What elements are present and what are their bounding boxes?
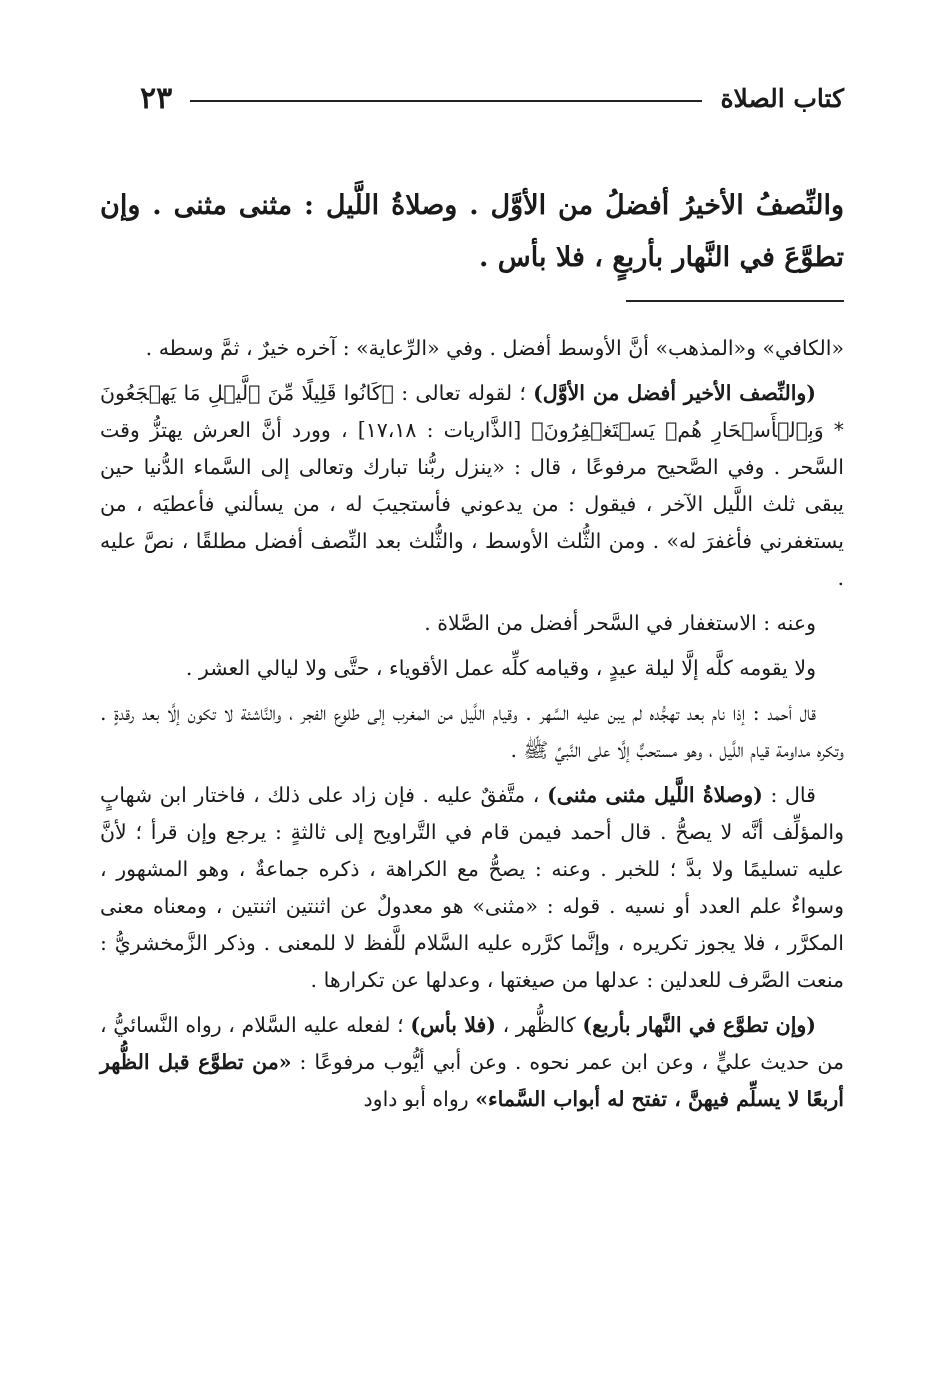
running-title: كتاب الصلاة [720, 83, 844, 113]
commentary-text: رواه أبو داود [363, 1087, 476, 1111]
commentary-text: قال : [762, 783, 816, 807]
commentary-paragraph-6 [100, 777, 844, 999]
commentary-paragraph-2 [100, 375, 844, 597]
commentary-paragraph-3: وعنه : الاستغفار في السَّحر أفضل من الصَّلاة . [424, 611, 816, 635]
matn-quote: (فلا بأس) [410, 1013, 496, 1037]
page-number: ٢٣ [140, 80, 173, 116]
matn-quote: (وصلاةُ اللَّيل مثنى مثنى) [547, 783, 763, 807]
matn-text: والنِّصفُ الأخيرُ أفضلُ من الأوَّل . وصلاةُ اللَّيل : مثنى مثنى . وإن تطوَّعَ في النَّهار بأربعٍ ، فلا بأس . [100, 190, 844, 273]
commentary-text: ؛ لقوله تعالى : [393, 381, 534, 405]
hadith-quote: «من تطوَّع قبل الظُّهر أربعًا لا يسلِّم فيهنَّ ، تفتح له أبواب السَّماء» [100, 1050, 844, 1111]
matn-quote: (والنِّصف الأخير أفضل من الأوَّل) [533, 381, 817, 405]
page-header [100, 70, 844, 126]
commentary-text: كالظُّهر ، [496, 1013, 583, 1037]
commentary-text: ؛ لفعله عليه السَّلام ، رواه النَّسائيُّ ، من حديث عليٍّ ، وعن ابن عمر نحوه . وعن أبي أيُّوب مرفوعًا : [100, 1013, 845, 1074]
commentary-paragraph-7 [100, 1007, 844, 1118]
commentary-text: ، متَّفقٌ عليه . فإن زاد على ذلك ، فاختار ابن شهابٍ والمؤلِّف أنَّه لا يصحُّ . قال أحمد فيمن قام في التَّراويح إلى ثالثةٍ : يرجع وإن قرأ ؛ لأنَّ عليه تسليمًا ولا بدَّ ؛ للخبر . وعنه : يصحُّ مع الكراهة ، ذكره جماعةٌ ، وهو المشهور ، وسواءٌ علم العدد أو نسيه . قوله : «مثنى» هو معدولٌ عن اثنتين اثنتين ، ومعناه معنى المكرَّر ، فلا يجوز تكريره ، وإنَّما كرَّره عليه السَّلام للَّفظ لا للمعنى . وذكر الزَّمخشريُّ : منعت الصَّرف للعدلين : عدلها من صيغتها ، وعدلها عن تكرارها . [100, 783, 844, 992]
matn-quote: (وإن تطوَّع في النَّهار بأربع) [582, 1013, 816, 1037]
book-page [100, 70, 844, 1126]
commentary-paragraph-5: قال أحمد : إذا نام بعد تهجُّده لم يبن عليه السَّهر . وقيام اللَّيل من المغرب إلى طلوع الفجر ، والنَّاشئة لا تكون إلَّا بعد رقدةٍ . وتكره مداومة قيام اللَّيل ، وهو مستحبٌّ إلَّا على النَّبيِّ ﷺ . [100, 701, 844, 762]
matn-underline [626, 300, 844, 302]
commentary-paragraph-4: ولا يقومه كلَّه إلَّا ليلة عيدٍ ، وقيامه كلِّه عمل الأقوياء ، حتَّى ولا ليالي العشر . [185, 656, 816, 680]
commentary [100, 330, 844, 1118]
commentary-paragraph-1: «الكافي» و«المذهب» أنَّ الأوسط أفضل . وفي «الرِّعاية» : آخره خيرٌ ، ثمَّ وسطه . [145, 336, 844, 360]
commentary-text: [الذَّاريات : ١٧،١٨] ، وورد أنَّ العرش يهتزُّ وقت السَّحر . وفي الصَّحيح مرفوعًا ، قال : «ينزل ربُّنا تبارك وتعالى إلى السَّماء الدُّنيا حين يبقى ثلث اللَّيل الآخر ، فيقول : من يدعوني فأستجيبَ له ، من يسألني فأعطيَه ، من يستغفرني فأغفرَ له» . ومن الثُّلث الأوسط ، والثُّلث بعد النِّصف أفضل مطلقًا ، نصَّ عليه . [100, 418, 844, 590]
header-rule [190, 100, 702, 102]
quran-verse: ﴿كَانُوا قَلِيلًا مِّنَ ٱلَّيۡلِ مَا يَهۡجَعُونَ * وَبِٱلۡأَسۡحَارِ هُمۡ يَسۡتَغۡفِرُونَ﴾ [100, 381, 844, 442]
